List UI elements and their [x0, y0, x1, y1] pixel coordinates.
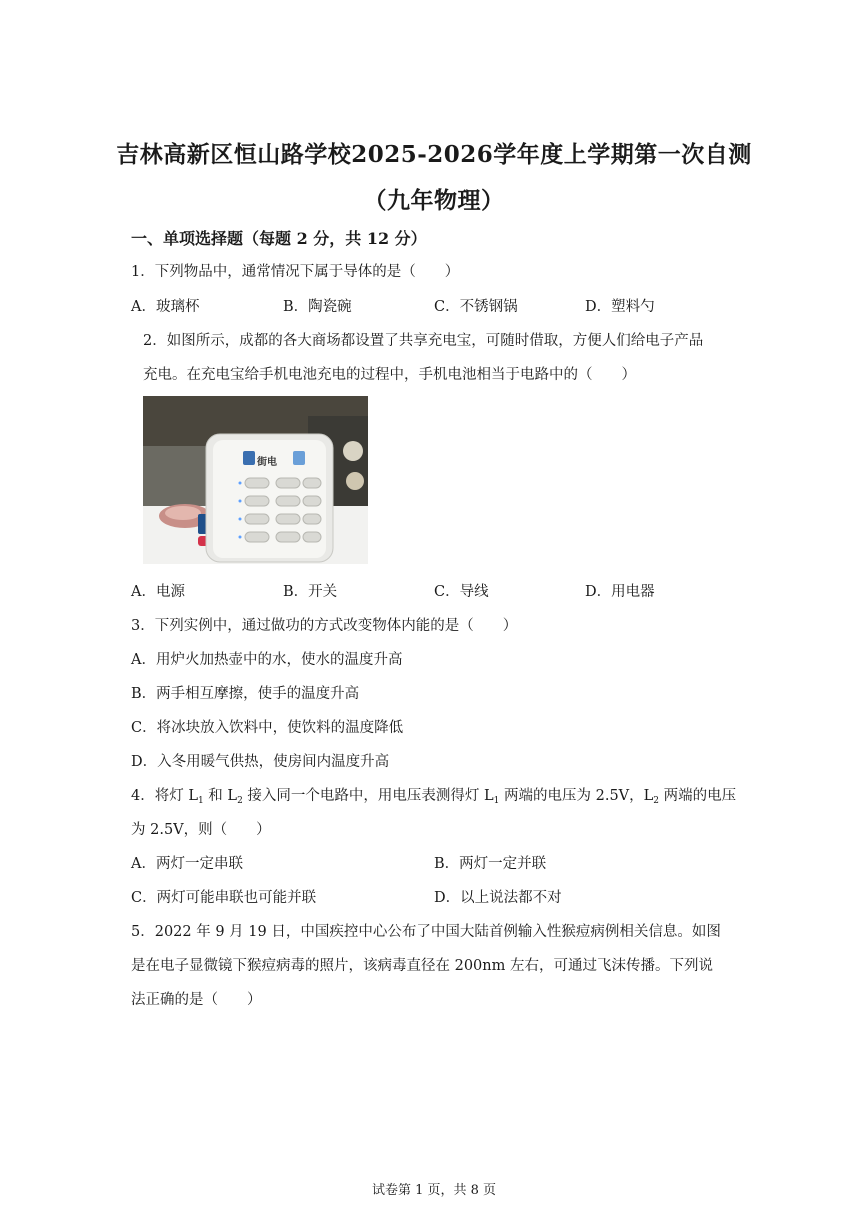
question-2-option-b: B．开关	[283, 584, 338, 600]
question-5-stem-line1: 5．2022 年 9 月 19 日，中国疾控中心公布了中国大陆首例输入性猴痘病例相关信息。如图	[131, 924, 721, 940]
question-1-option-c: C．不锈钢锅	[434, 299, 518, 315]
question-3-option-c: C．将冰块放入饮料中，使饮料的温度降低	[131, 720, 404, 736]
question-3-option-d: D．入冬用暖气供热，使房间内温度升高	[131, 754, 390, 770]
question-2-option-c: C．导线	[434, 584, 489, 600]
question-4-stem-line2: 为 2.5V，则（ ）	[131, 822, 271, 838]
question-5-stem-line2: 是在电子显微镜下猴痘病毒的照片，该病毒直径在 200nm 左右，可通过飞沫传播。下列说	[131, 958, 713, 974]
power-bank-photo	[143, 396, 368, 564]
page-title: 吉林高新区恒山路学校2025-2026学年度上学期第一次自测	[116, 141, 752, 168]
question-2-stem-line1: 2．如图所示，成都的各大商场都设置了共享充电宝，可随时借取，方便人们给电子产品	[143, 333, 704, 349]
question-4-stem-line1: 4．将灯 $L_1$ 和 $L_2$ 接入同一个电路中，用电压表测得灯 $L_1$ 两端的电压为 2.5V，$L_2$ 两端的电压	[131, 788, 737, 806]
section-heading: 一、单项选择题（每题 2 分，共 12 分）	[131, 229, 427, 248]
question-4-option-a: A．两灯一定串联	[131, 856, 243, 872]
question-1-option-d: D．塑料勺	[585, 299, 655, 315]
question-2-option-d: D．用电器	[585, 584, 655, 600]
page-subtitle: （九年物理）	[363, 187, 505, 214]
question-1-option-b: B．陶瓷碗	[283, 299, 352, 315]
question-2-stem-line2: 充电。在充电宝给手机电池充电的过程中，手机电池相当于电路中的（ ）	[143, 367, 636, 383]
question-3-stem: 3．下列实例中，通过做功的方式改变物体内能的是（ ）	[131, 618, 518, 634]
question-4-option-c: C．两灯可能串联也可能并联	[131, 890, 317, 906]
question-2-option-a: A．电源	[131, 584, 185, 600]
power-bank-brand: 街电	[257, 457, 277, 468]
question-4-option-d: D．以上说法都不对	[434, 890, 562, 906]
page-footer: 试卷第 1 页，共 8 页	[371, 1183, 497, 1198]
question-5-stem-line3: 法正确的是（ ）	[131, 992, 262, 1008]
question-3-option-a: A．用炉火加热壶中的水，使水的温度升高	[131, 652, 403, 668]
question-1-stem: 1．下列物品中，通常情况下属于导体的是（ ）	[131, 264, 460, 280]
question-1-option-a: A．玻璃杯	[131, 299, 200, 315]
question-4-option-b: B．两灯一定并联	[434, 856, 547, 872]
question-3-option-b: B．两手相互摩擦，使手的温度升高	[131, 686, 360, 702]
